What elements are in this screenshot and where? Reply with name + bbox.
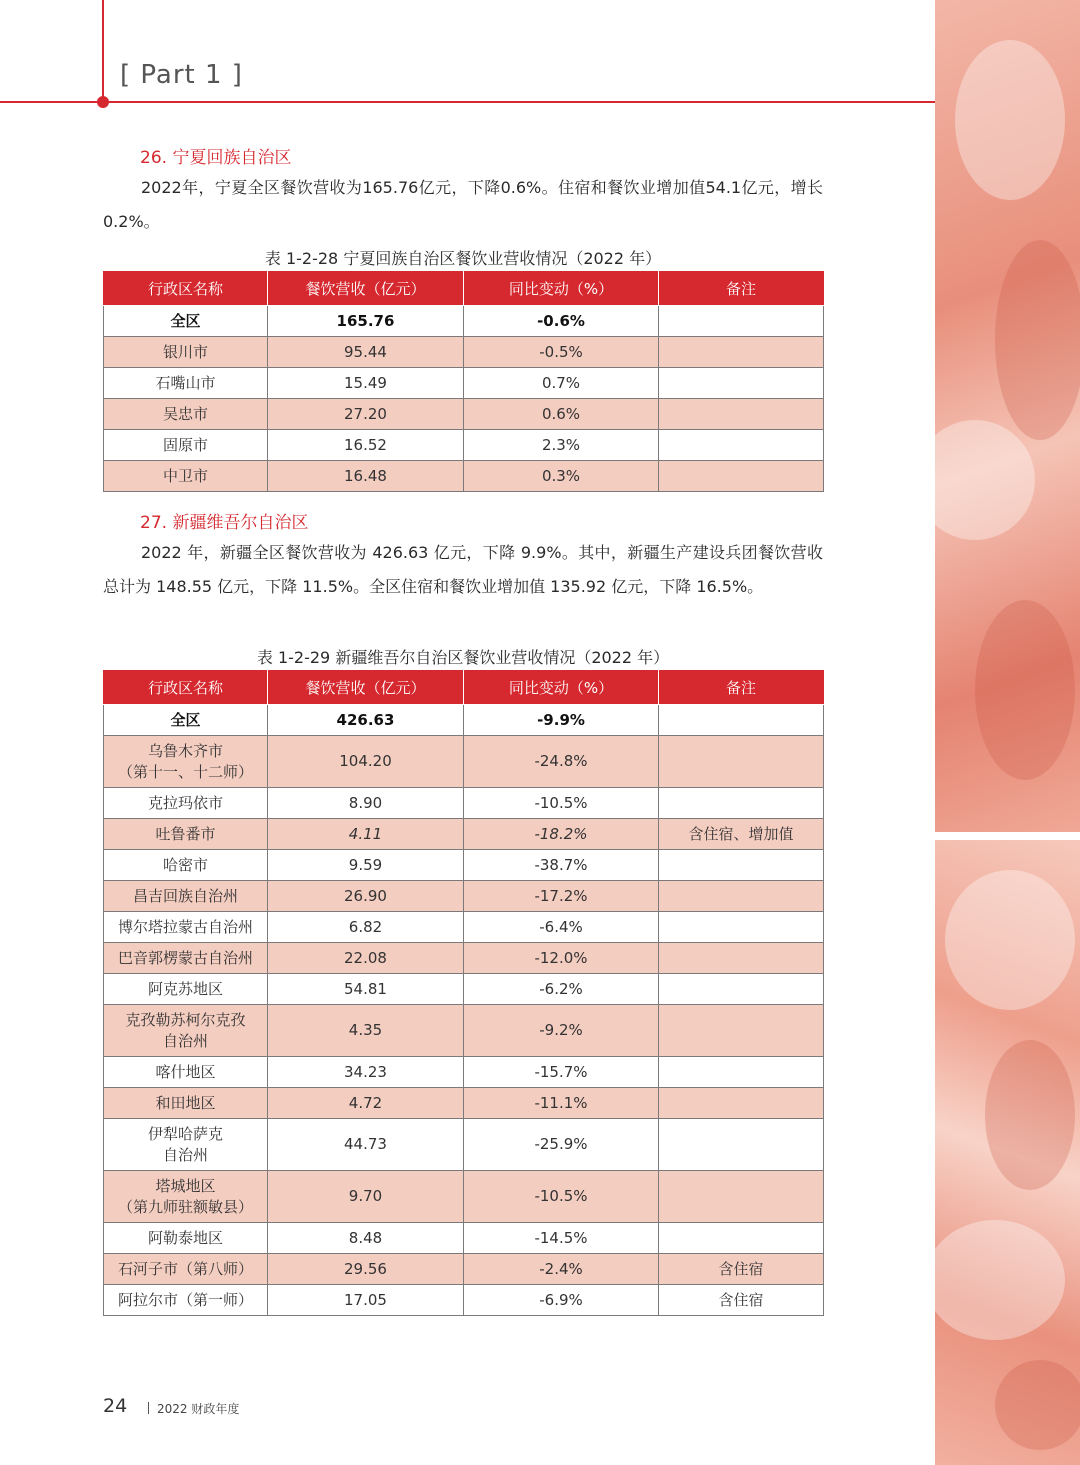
- note-cell: [659, 943, 824, 974]
- region-name-cell: 克孜勒苏柯尔克孜 自治州: [104, 1005, 268, 1057]
- yoy-change-cell: -9.9%: [464, 705, 659, 736]
- table-row: [104, 736, 824, 788]
- column-header: 餐饮营收（亿元）: [268, 671, 464, 705]
- revenue-cell: 44.73: [268, 1119, 464, 1171]
- region-name-cell: 阿拉尔市（第一师）: [104, 1285, 268, 1316]
- region-name-cell: 和田地区: [104, 1088, 268, 1119]
- section-27-paragraph: 2022 年，新疆全区餐饮营收为 426.63 亿元，下降 9.9%。其中，新疆生产建设兵团餐饮营收总计为 148.55 亿元，下降 11.5%。全区住宿和餐饮业增加值 135.92 亿元，下降 16.5%。: [103, 543, 823, 596]
- note-cell: [659, 1223, 824, 1254]
- note-cell: [659, 337, 824, 368]
- footer-separator: [148, 1402, 149, 1414]
- table-row: [104, 1254, 824, 1285]
- column-header: 餐饮营收（亿元）: [268, 272, 464, 306]
- region-name-cell: 全区: [104, 705, 268, 736]
- yoy-change-cell: -10.5%: [464, 1171, 659, 1223]
- revenue-cell: 9.59: [268, 850, 464, 881]
- yoy-change-cell: -38.7%: [464, 850, 659, 881]
- revenue-cell: 16.48: [268, 461, 464, 492]
- note-cell: [659, 1119, 824, 1171]
- revenue-cell: 8.48: [268, 1223, 464, 1254]
- section-26-title: 26. 宁夏回族自治区: [140, 148, 292, 168]
- region-name-cell: 乌鲁木齐市 （第十一、十二师）: [104, 736, 268, 788]
- revenue-cell: 29.56: [268, 1254, 464, 1285]
- yoy-change-cell: -0.5%: [464, 337, 659, 368]
- revenue-cell: 26.90: [268, 881, 464, 912]
- note-cell: [659, 881, 824, 912]
- table-total-row: [104, 306, 824, 337]
- table-row: [104, 943, 824, 974]
- revenue-cell: 17.05: [268, 1285, 464, 1316]
- table-row: [104, 1119, 824, 1171]
- yoy-change-cell: -2.4%: [464, 1254, 659, 1285]
- yoy-change-cell: -0.6%: [464, 306, 659, 337]
- section-26-paragraph: 2022年，宁夏全区餐饮营收为165.76亿元，下降0.6%。住宿和餐饮业增加值54.1亿元，增长0.2%。: [103, 178, 823, 231]
- footer-title: 2022 财政年度: [157, 1402, 240, 1416]
- revenue-cell: 9.70: [268, 1171, 464, 1223]
- header-vertical-rule: [102, 0, 104, 102]
- table-row: [104, 819, 824, 850]
- region-name-cell: 博尔塔拉蒙古自治州: [104, 912, 268, 943]
- revenue-cell: 426.63: [268, 705, 464, 736]
- region-name-cell: 克拉玛依市: [104, 788, 268, 819]
- yoy-change-cell: 2.3%: [464, 430, 659, 461]
- table-row: [104, 368, 824, 399]
- region-name-cell: 伊犁哈萨克 自治州: [104, 1119, 268, 1171]
- table-header-row: [104, 671, 824, 705]
- region-name-cell: 阿勒泰地区: [104, 1223, 268, 1254]
- yoy-change-cell: 0.6%: [464, 399, 659, 430]
- note-cell: [659, 368, 824, 399]
- revenue-cell: 4.11: [268, 819, 464, 850]
- yoy-change-cell: -12.0%: [464, 943, 659, 974]
- revenue-cell: 15.49: [268, 368, 464, 399]
- table-row: [104, 1171, 824, 1223]
- region-name-cell: 固原市: [104, 430, 268, 461]
- region-name-cell: 吐鲁番市: [104, 819, 268, 850]
- region-name-cell: 吴忠市: [104, 399, 268, 430]
- table-total-row: [104, 705, 824, 736]
- revenue-cell: 8.90: [268, 788, 464, 819]
- yoy-change-cell: -18.2%: [464, 819, 659, 850]
- region-name-cell: 石嘴山市: [104, 368, 268, 399]
- part-label: [ Part 1 ]: [120, 60, 243, 90]
- note-cell: [659, 1088, 824, 1119]
- revenue-cell: 27.20: [268, 399, 464, 430]
- region-name-cell: 哈密市: [104, 850, 268, 881]
- table-row: [104, 461, 824, 492]
- table-row: [104, 1057, 824, 1088]
- table-row: [104, 1223, 824, 1254]
- column-header: 行政区名称: [104, 671, 268, 705]
- note-cell: [659, 974, 824, 1005]
- yoy-change-cell: -15.7%: [464, 1057, 659, 1088]
- yoy-change-cell: -25.9%: [464, 1119, 659, 1171]
- yoy-change-cell: -17.2%: [464, 881, 659, 912]
- table-row: [104, 430, 824, 461]
- revenue-cell: 95.44: [268, 337, 464, 368]
- note-cell: [659, 736, 824, 788]
- column-header: 备注: [659, 671, 824, 705]
- note-cell: 含住宿、增加值: [659, 819, 824, 850]
- table-row: [104, 912, 824, 943]
- table-row: [104, 788, 824, 819]
- note-cell: [659, 912, 824, 943]
- region-name-cell: 石河子市（第八师）: [104, 1254, 268, 1285]
- header-horizontal-rule: [0, 101, 935, 103]
- region-name-cell: 昌吉回族自治州: [104, 881, 268, 912]
- page-number: 24: [103, 1395, 128, 1417]
- note-cell: [659, 1005, 824, 1057]
- table-28-caption: 表 1-2-28 宁夏回族自治区餐饮业营收情况（2022 年）: [264, 249, 662, 268]
- note-cell: 含住宿: [659, 1285, 824, 1316]
- note-cell: [659, 399, 824, 430]
- yoy-change-cell: -6.4%: [464, 912, 659, 943]
- note-cell: [659, 850, 824, 881]
- revenue-cell: 4.35: [268, 1005, 464, 1057]
- revenue-cell: 6.82: [268, 912, 464, 943]
- table-row: [104, 1285, 824, 1316]
- revenue-cell: 34.23: [268, 1057, 464, 1088]
- region-name-cell: 塔城地区 （第九师驻额敏县）: [104, 1171, 268, 1223]
- revenue-cell: 104.20: [268, 736, 464, 788]
- revenue-cell: 16.52: [268, 430, 464, 461]
- column-header: 备注: [659, 272, 824, 306]
- yoy-change-cell: 0.3%: [464, 461, 659, 492]
- section-27-title: 27. 新疆维吾尔自治区: [140, 513, 309, 533]
- region-name-cell: 巴音郭楞蒙古自治州: [104, 943, 268, 974]
- column-header: 同比变动（%）: [464, 272, 659, 306]
- revenue-cell: 54.81: [268, 974, 464, 1005]
- table-row: [104, 337, 824, 368]
- table-header-row: [104, 272, 824, 306]
- note-cell: [659, 1057, 824, 1088]
- note-cell: [659, 461, 824, 492]
- yoy-change-cell: -9.2%: [464, 1005, 659, 1057]
- region-name-cell: 喀什地区: [104, 1057, 268, 1088]
- yoy-change-cell: -6.9%: [464, 1285, 659, 1316]
- note-cell: 含住宿: [659, 1254, 824, 1285]
- decorative-photo-bottom: [935, 840, 1080, 1465]
- yoy-change-cell: -24.8%: [464, 736, 659, 788]
- revenue-cell: 22.08: [268, 943, 464, 974]
- region-name-cell: 全区: [104, 306, 268, 337]
- table-row: [104, 399, 824, 430]
- table-row: [104, 881, 824, 912]
- column-header: 行政区名称: [104, 272, 268, 306]
- yoy-change-cell: -6.2%: [464, 974, 659, 1005]
- table-row: [104, 1005, 824, 1057]
- table-29-caption: 表 1-2-29 新疆维吾尔自治区餐饮业营收情况（2022 年）: [256, 648, 670, 667]
- yoy-change-cell: -14.5%: [464, 1223, 659, 1254]
- decorative-photo-top: [935, 0, 1080, 832]
- revenue-cell: 4.72: [268, 1088, 464, 1119]
- yoy-change-cell: -11.1%: [464, 1088, 659, 1119]
- table-ningxia: [103, 271, 824, 492]
- revenue-cell: 165.76: [268, 306, 464, 337]
- yoy-change-cell: 0.7%: [464, 368, 659, 399]
- note-cell: [659, 306, 824, 337]
- table-row: [104, 850, 824, 881]
- region-name-cell: 中卫市: [104, 461, 268, 492]
- yoy-change-cell: -10.5%: [464, 788, 659, 819]
- table-row: [104, 974, 824, 1005]
- region-name-cell: 银川市: [104, 337, 268, 368]
- note-cell: [659, 705, 824, 736]
- note-cell: [659, 788, 824, 819]
- column-header: 同比变动（%）: [464, 671, 659, 705]
- table-xinjiang: [103, 670, 824, 1316]
- note-cell: [659, 1171, 824, 1223]
- table-row: [104, 1088, 824, 1119]
- header-dot: [97, 96, 109, 108]
- region-name-cell: 阿克苏地区: [104, 974, 268, 1005]
- note-cell: [659, 430, 824, 461]
